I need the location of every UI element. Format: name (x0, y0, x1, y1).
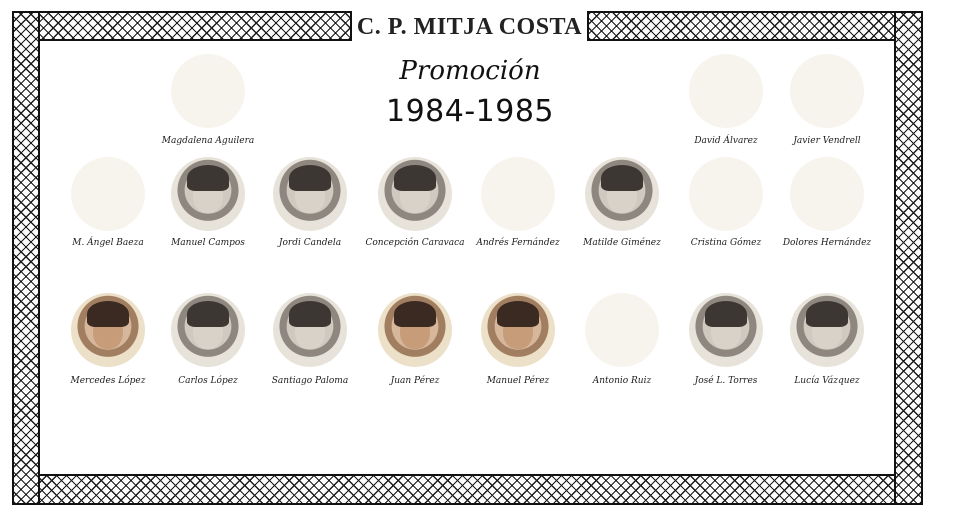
student-photo (689, 293, 763, 367)
border-left (12, 11, 40, 505)
student-name: Concepción Caravaca (365, 238, 465, 248)
photo-placeholder (171, 54, 245, 128)
school-title: C. P. MITJA COSTA (356, 14, 583, 40)
photo-placeholder (689, 54, 763, 128)
student-name: Javier Vendrell (793, 136, 861, 146)
student-photo (171, 157, 245, 231)
student-name: M. Ángel Baeza (72, 238, 144, 248)
student-photo (378, 157, 452, 231)
student-name: David Álvarez (694, 136, 758, 146)
student-photo (790, 293, 864, 367)
student-name: José L. Torres (694, 376, 758, 386)
student-name: Matilde Giménez (583, 238, 661, 248)
border-right (894, 11, 923, 505)
photo-placeholder (689, 157, 763, 231)
promotion-label: Promoción (399, 56, 541, 86)
student-name: Cristina Gómez (690, 238, 762, 248)
student-photo (585, 157, 659, 231)
student-name: Mercedes López (70, 376, 146, 386)
border-bottom (12, 474, 923, 505)
student-photo (273, 293, 347, 367)
promotion-years: 1984-1985 (385, 94, 555, 129)
student-name: Santiago Paloma (271, 376, 349, 386)
border-top-left (12, 11, 352, 41)
student-name: Antonio Ruiz (592, 376, 652, 386)
student-photo (171, 293, 245, 367)
student-name: Jordi Candela (278, 238, 342, 248)
student-name: Lucía Vázquez (794, 376, 860, 386)
student-name: Magdalena Aguilera (161, 136, 255, 146)
student-photo (378, 293, 452, 367)
photo-placeholder (71, 157, 145, 231)
student-name: Manuel Campos (171, 238, 245, 248)
student-name: Carlos López (178, 376, 238, 386)
student-name: Manuel Pérez (486, 376, 550, 386)
student-photo (273, 157, 347, 231)
border-top-right (587, 11, 923, 41)
student-name: Dolores Hernández (782, 238, 872, 248)
student-name: Juan Pérez (390, 376, 440, 386)
student-name: Andrés Fernández (476, 238, 560, 248)
photo-placeholder (481, 157, 555, 231)
photo-placeholder (585, 293, 659, 367)
student-photo (71, 293, 145, 367)
photo-placeholder (790, 157, 864, 231)
photo-placeholder (790, 54, 864, 128)
student-photo (481, 293, 555, 367)
